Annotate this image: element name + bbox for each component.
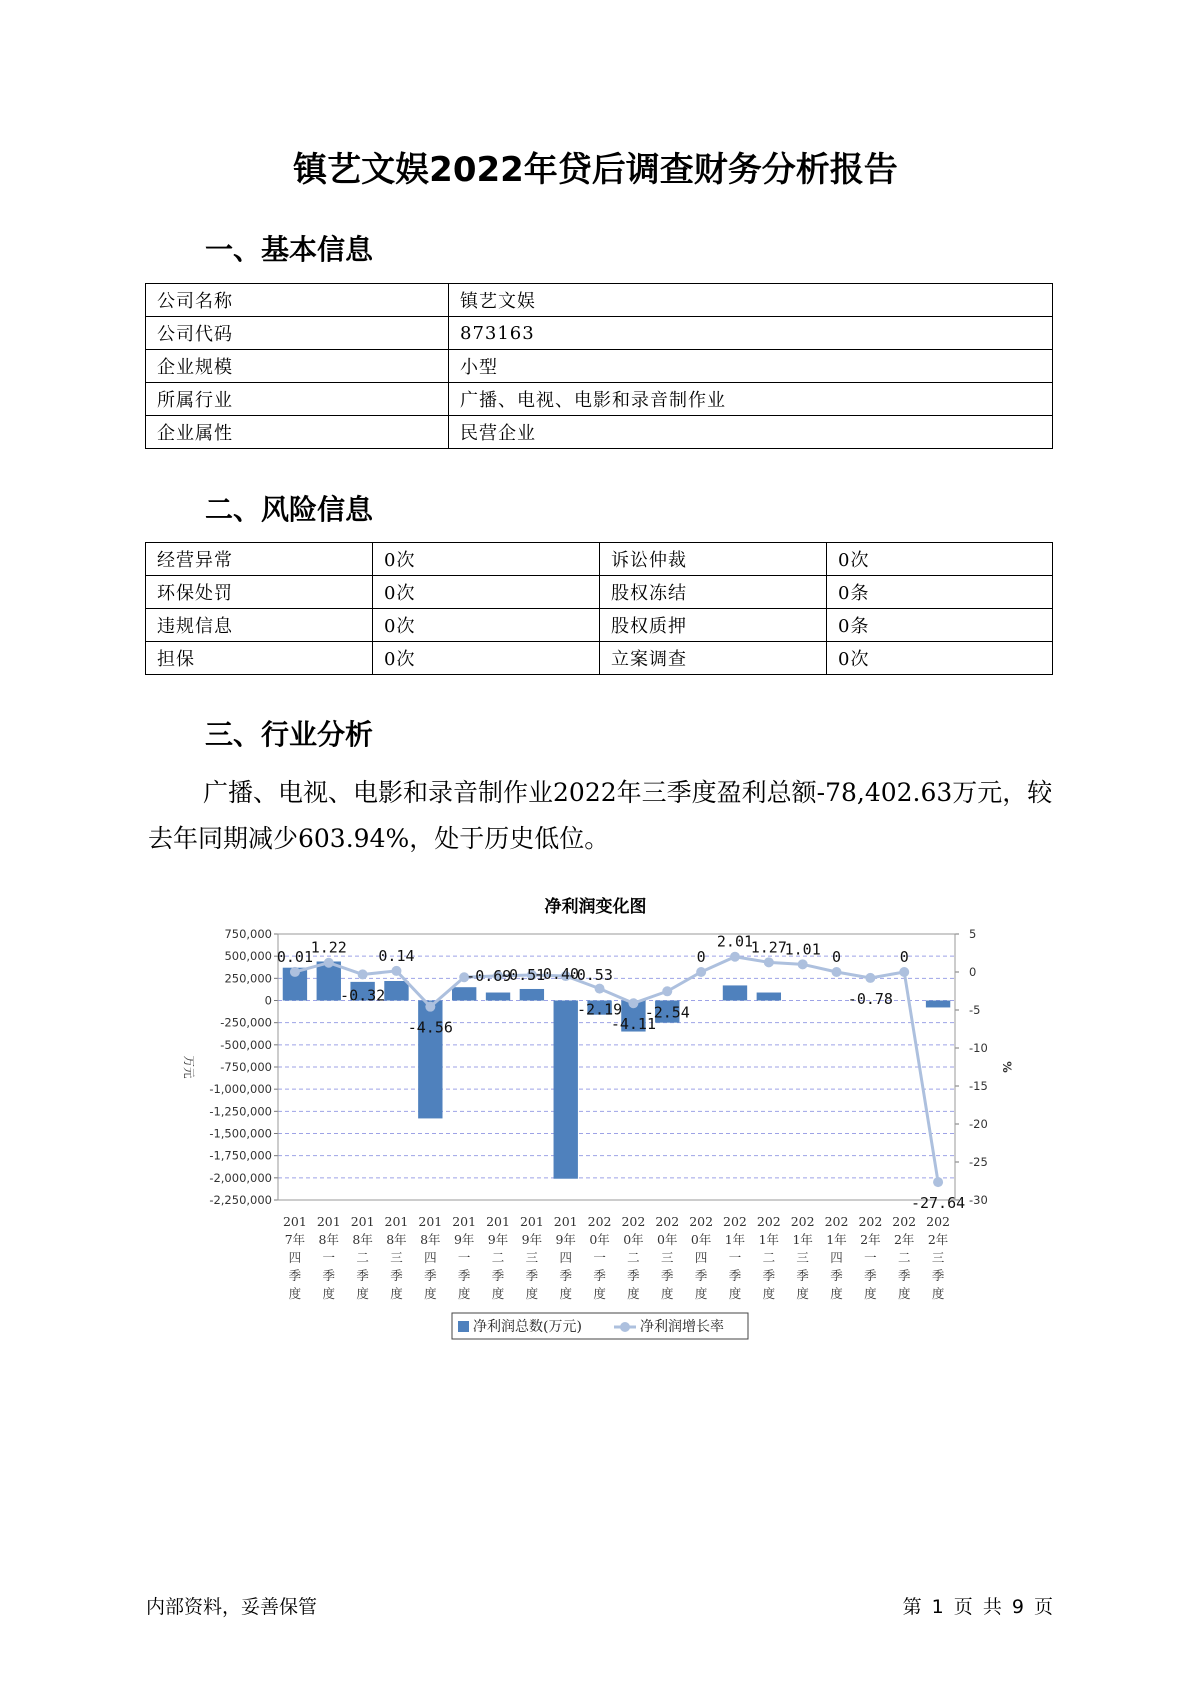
data-label: -4.56 — [407, 1018, 453, 1037]
y-left-tick-label: -500,000 — [220, 1037, 272, 1052]
data-label: -0.32 — [340, 986, 386, 1005]
section-industry-heading: 三、行业分析 — [205, 718, 374, 751]
risk-value: 0次 — [373, 642, 600, 675]
bar — [723, 985, 747, 1000]
risk-value: 0条 — [827, 576, 1053, 609]
field-value: 873163 — [449, 317, 1053, 350]
risk-label: 股权冻结 — [600, 576, 827, 609]
x-tick-label: 202 0年四季度 — [689, 1214, 714, 1301]
risk-label: 股权质押 — [600, 609, 827, 642]
data-label: -2.19 — [576, 1000, 623, 1019]
x-tick-label: 201 9年三季度 — [519, 1214, 544, 1301]
field-value: 小型 — [449, 350, 1053, 383]
data-label: -0.40 — [533, 965, 580, 984]
y-right-tick-label: -30 — [969, 1193, 988, 1207]
y-left-tick-label: -1,500,000 — [209, 1126, 272, 1141]
x-tick-label: 201 7年四季度 — [282, 1214, 307, 1301]
x-tick-label: 201 9年二季度 — [486, 1214, 510, 1301]
y-left-tick-label: -1,000,000 — [209, 1082, 272, 1097]
y-left-tick-label: 0 — [264, 993, 272, 1008]
growth-rate-point — [425, 1002, 435, 1012]
growth-rate-point — [662, 986, 672, 996]
data-label: -0.78 — [847, 989, 893, 1008]
footer-confidential: 内部资料，妥善保管 — [146, 1596, 318, 1618]
growth-rate-point — [324, 958, 334, 968]
data-label: -27.64 — [910, 1194, 966, 1213]
bar — [757, 993, 781, 1001]
field-label: 所属行业 — [146, 383, 449, 416]
y-left-tick-label: -250,000 — [220, 1015, 272, 1030]
bar — [384, 981, 408, 1001]
chart-title: 净利润变化图 — [544, 897, 647, 917]
x-tick-label: 201 8年二季度 — [350, 1214, 375, 1301]
x-tick-label: 201 8年一季度 — [316, 1214, 341, 1301]
data-label: -2.54 — [644, 1003, 690, 1022]
growth-rate-point — [290, 967, 300, 977]
x-tick-label: 202 0年三季度 — [655, 1214, 680, 1301]
x-tick-label: 202 0年二季度 — [621, 1214, 646, 1301]
risk-value: 0条 — [827, 609, 1053, 642]
data-label: -0.53 — [567, 966, 613, 985]
x-tick-label: 202 2年二季度 — [892, 1214, 917, 1301]
section-risk-heading: 二、风险信息 — [205, 493, 374, 526]
growth-rate-point — [358, 969, 368, 979]
legend-label-bars: 净利润总数(万元) — [473, 1319, 582, 1335]
growth-rate-point — [696, 967, 706, 977]
risk-label: 经营异常 — [146, 543, 373, 576]
data-label: -0.51 — [500, 965, 546, 984]
x-tick-label: 202 1年二季度 — [756, 1214, 781, 1301]
data-label: -0.69 — [466, 967, 512, 986]
risk-label: 诉讼仲裁 — [600, 543, 827, 576]
data-label: 2.01 — [716, 932, 754, 951]
data-label: 0.14 — [378, 946, 415, 965]
legend-label-line: 净利润增长率 — [640, 1319, 724, 1335]
y-right-tick-label: -5 — [969, 1003, 981, 1017]
growth-rate-point — [865, 973, 875, 983]
bar — [452, 987, 476, 1000]
risk-value: 0次 — [373, 543, 600, 576]
y-left-tick-label: 500,000 — [224, 949, 272, 964]
growth-rate-point — [730, 952, 740, 962]
data-label: 0 — [899, 948, 909, 966]
data-label: -4.11 — [610, 1015, 657, 1034]
risk-value: 0次 — [373, 576, 600, 609]
y-left-tick-label: -2,000,000 — [209, 1170, 272, 1185]
field-label: 企业规模 — [146, 350, 449, 383]
x-tick-label: 201 9年四季度 — [553, 1214, 578, 1301]
data-label: 0.01 — [276, 947, 313, 966]
growth-rate-point — [798, 959, 808, 969]
y-right-tick-label: -15 — [969, 1079, 988, 1093]
y-left-tick-label: -1,250,000 — [209, 1104, 272, 1119]
growth-rate-point — [899, 967, 909, 977]
x-tick-label: 202 2年三季度 — [926, 1214, 951, 1301]
data-label: 1.27 — [750, 938, 787, 957]
bar — [520, 989, 544, 1001]
bar — [486, 993, 510, 1001]
risk-label: 立案调查 — [600, 642, 827, 675]
y-left-tick-label: 250,000 — [224, 971, 272, 986]
field-value: 镇艺文娱 — [449, 284, 1053, 317]
report-title: 镇艺文娱2022年贷后调查财务分析报告 — [293, 150, 898, 190]
y-left-tick-label: 750,000 — [224, 927, 272, 941]
data-label: 0 — [696, 948, 706, 966]
footer-page-number: 第 1 页 共 9 页 — [902, 1596, 1053, 1618]
risk-value: 0次 — [373, 609, 600, 642]
y-right-tick-label: -25 — [969, 1155, 988, 1169]
growth-rate-point — [832, 967, 842, 977]
x-tick-label: 202 1年四季度 — [824, 1214, 849, 1301]
field-label: 公司名称 — [146, 284, 449, 317]
bar — [926, 1001, 950, 1008]
data-label: 1.01 — [784, 940, 821, 959]
risk-label: 违规信息 — [146, 609, 373, 642]
risk-value: 0次 — [827, 642, 1053, 675]
risk-label: 环保处罚 — [146, 576, 373, 609]
growth-rate-point — [933, 1177, 943, 1187]
legend-swatch-bars — [458, 1321, 469, 1332]
y-right-tick-label: -10 — [969, 1041, 988, 1055]
y-right-tick-label: 0 — [969, 965, 977, 979]
x-tick-label: 202 0年一季度 — [587, 1214, 612, 1301]
bar — [554, 1001, 578, 1179]
field-value: 广播、电视、电影和录音制作业 — [449, 383, 1053, 416]
section-basic-heading: 一、基本信息 — [205, 233, 374, 266]
y-right-tick-label: 5 — [969, 927, 977, 941]
data-label: 0 — [832, 948, 842, 966]
x-tick-label: 202 2年一季度 — [858, 1214, 883, 1301]
y-left-axis-title: 万元 — [182, 1055, 196, 1079]
y-left-tick-label: -750,000 — [220, 1060, 272, 1074]
y-right-axis-title: % — [1000, 1061, 1014, 1073]
x-tick-label: 201 8年四季度 — [418, 1214, 443, 1301]
x-tick-label: 202 1年三季度 — [790, 1214, 815, 1301]
field-label: 公司代码 — [146, 317, 449, 350]
industry-analysis-text: 广播、电视、电影和录音制作业2022年三季度盈利总额-78,402.63万元，较去年同期减少603.94%，处于历史低位。 — [148, 778, 1053, 853]
legend-swatch-point — [620, 1322, 630, 1332]
x-tick-label: 201 8年三季度 — [384, 1214, 409, 1301]
risk-label: 担保 — [146, 642, 373, 675]
risk-value: 0次 — [827, 543, 1053, 576]
field-value: 民营企业 — [449, 416, 1053, 449]
growth-rate-point — [595, 984, 605, 994]
x-tick-label: 201 9年一季度 — [452, 1214, 477, 1301]
y-right-tick-label: -20 — [969, 1117, 988, 1131]
y-left-tick-label: -1,750,000 — [209, 1148, 272, 1163]
x-tick-label: 202 1年一季度 — [723, 1214, 747, 1301]
y-left-tick-label: -2,250,000 — [209, 1193, 272, 1207]
growth-rate-point — [391, 966, 401, 976]
growth-rate-point — [764, 957, 774, 967]
growth-rate-point — [628, 998, 638, 1008]
field-label: 企业属性 — [146, 416, 449, 449]
data-label: 1.22 — [310, 938, 347, 957]
